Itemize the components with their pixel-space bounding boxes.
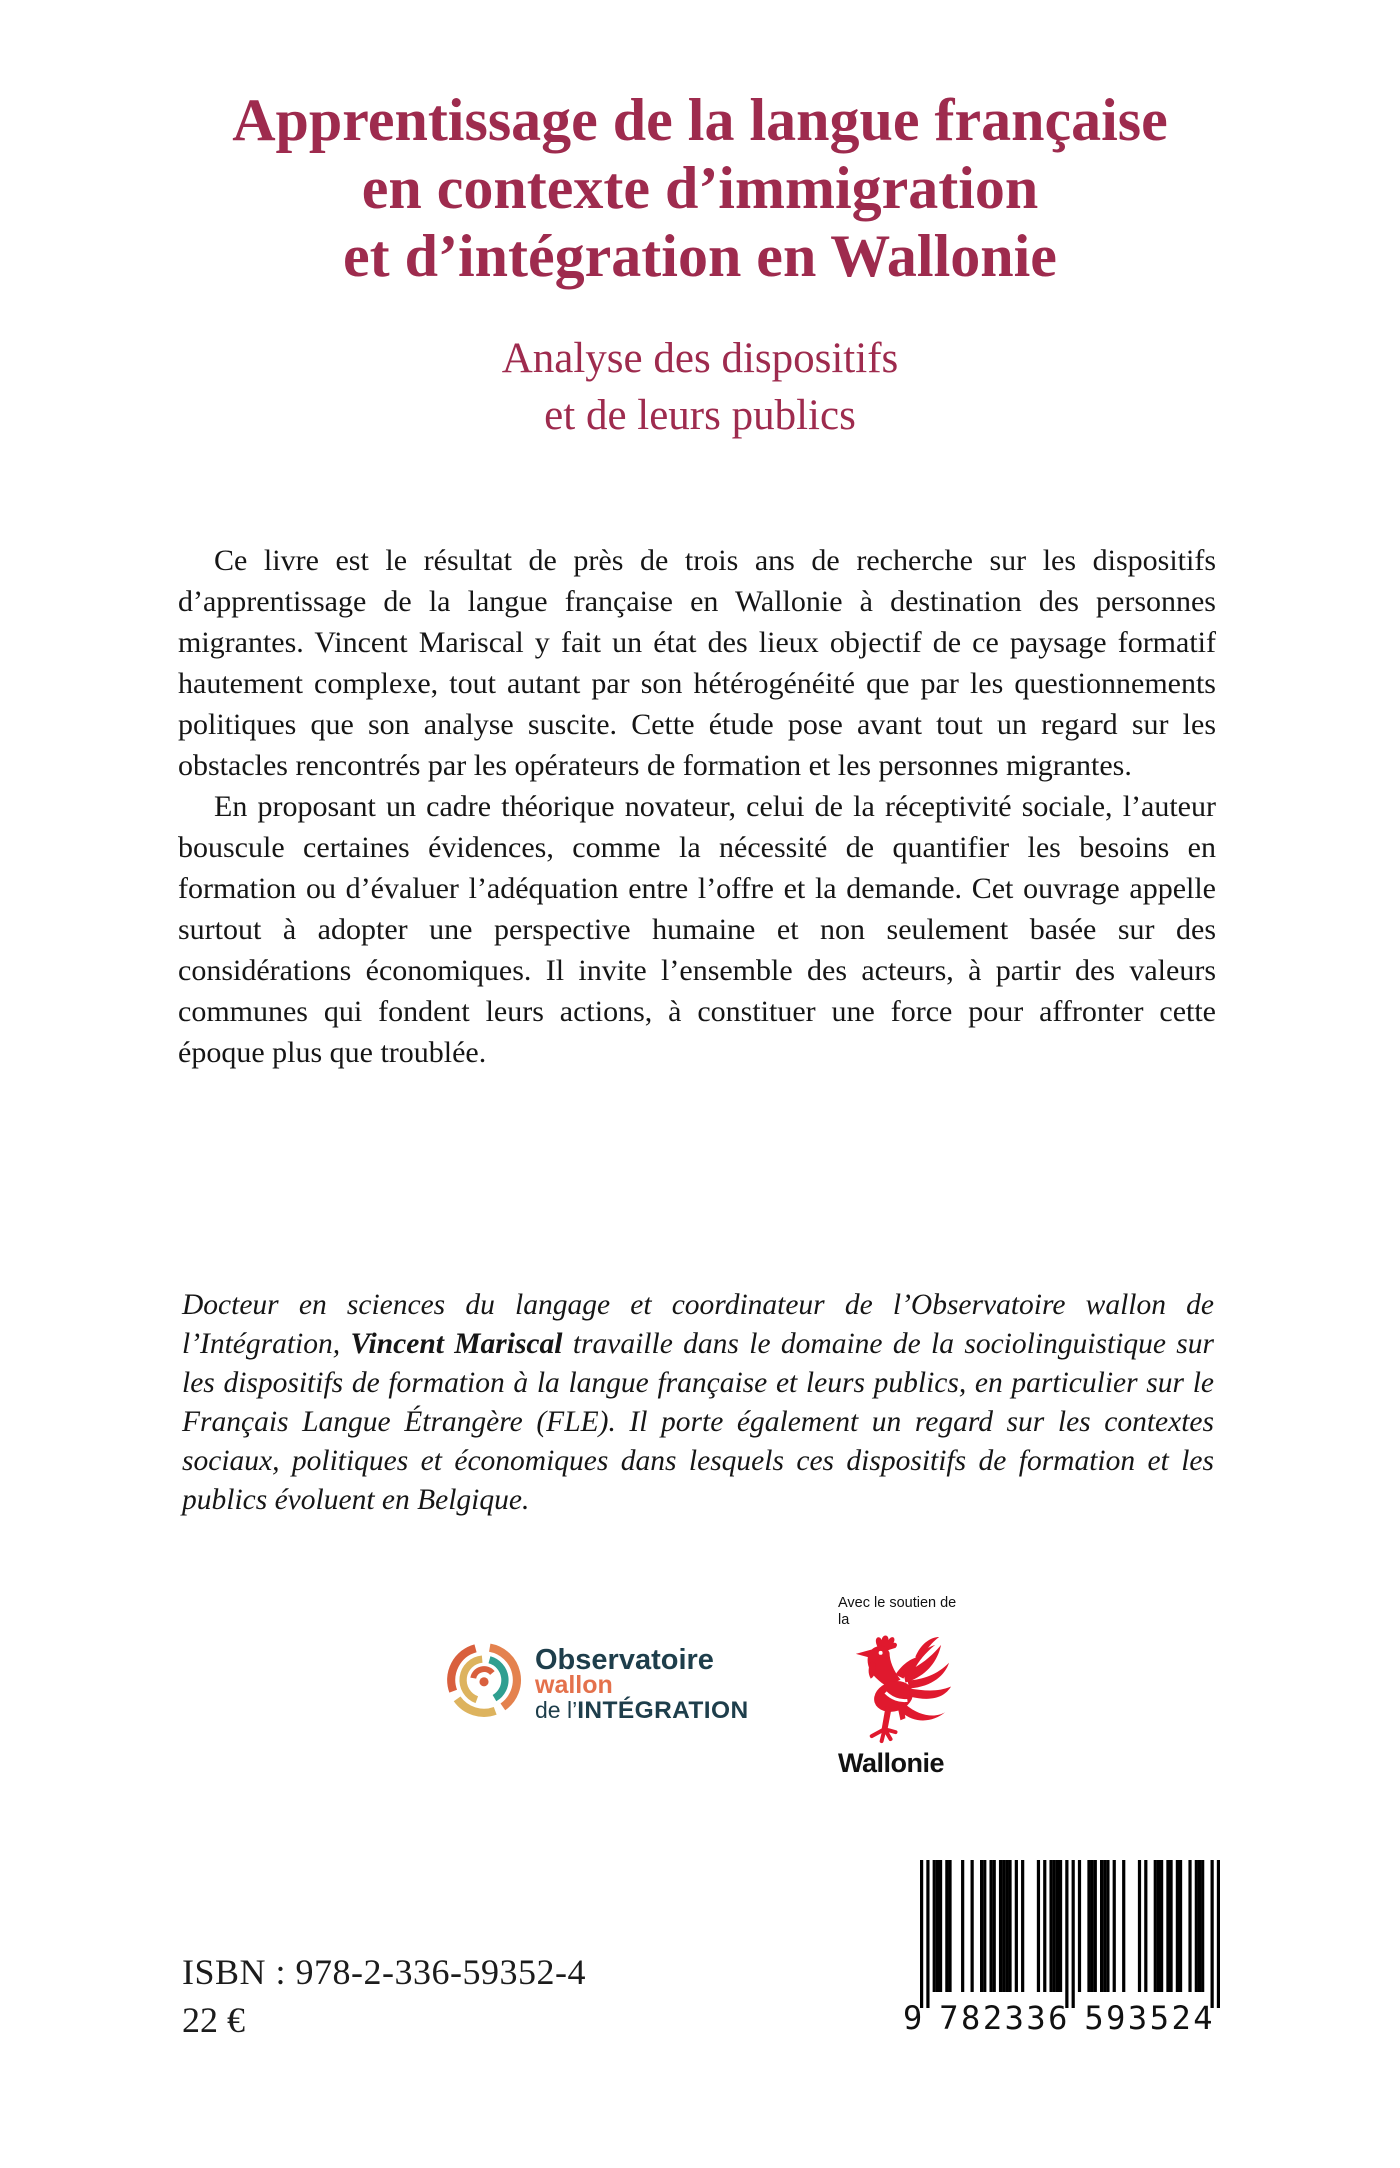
walloon-rooster-icon — [838, 1633, 978, 1748]
barcode-digits — [903, 1999, 1215, 2037]
price-text: 22 € — [182, 2000, 245, 2040]
book-title-line-3: et d’intégration en Wallonie — [343, 223, 1057, 289]
author-bio — [182, 1286, 1214, 1520]
book-subtitle-line-2: et de leurs publics — [544, 392, 856, 439]
integration-prefix: de l’ — [535, 1697, 578, 1723]
author-bio-paragraph — [182, 1286, 1214, 1520]
integration-word — [535, 1697, 749, 1724]
synopsis-paragraph-1: Ce livre est le résultat de près de trois ans de recherche sur les dispositifs d’apprentissage de la langue française en Wallonie à destination des personnes migrantes. Vincent Mariscal y fait un état des lieux objectif de ce paysage formatif hautement complexe, tout autant par son hétérogénéité que par les questionnements politiques que son analyse suscite. Cette étude pose avant tout un regard sur les obstacles rencontrés par les opérateurs de formation et les personnes migrantes. — [178, 544, 1216, 782]
book-title-line-2: en contexte d’immigration — [361, 155, 1039, 221]
book-title-line-1: Apprentissage de la langue française — [232, 87, 1168, 153]
barcode-digit-group: 9 — [903, 1999, 925, 2037]
barcode-bars — [920, 1860, 1220, 2008]
wallonie-logo — [838, 1595, 978, 1779]
wallonie-support-text — [838, 1595, 978, 1629]
author-name: Vincent Mariscal — [350, 1328, 563, 1360]
wallon-word: wallon — [535, 1671, 613, 1699]
barcode — [903, 1860, 1223, 2037]
barcode-digit-group: 782336 — [939, 1999, 1070, 2037]
wallonie-support-line-2: la — [838, 1612, 850, 1628]
observatoire-logo — [443, 1639, 749, 1724]
observatoire-logo-text — [535, 1639, 749, 1724]
isbn-text: ISBN : 978-2-336-59352-4 — [182, 1952, 586, 1992]
integration-main: INTÉGRATION — [577, 1697, 749, 1724]
book-subtitle — [0, 330, 1400, 444]
wallonie-support-line-1: Avec le soutien de — [838, 1595, 957, 1611]
barcode-digit-group: 593524 — [1084, 1999, 1215, 2037]
observatoire-word: Observatoire — [535, 1644, 714, 1676]
observatoire-rings-icon — [443, 1639, 525, 1721]
author-bio-pre: Docteur en sciences du langage et coordinateur de l’Observatoire wallon de l’Intégration, — [182, 1289, 1214, 1360]
synopsis — [178, 540, 1216, 1073]
wallonie-name: Wallonie — [838, 1748, 945, 1778]
author-bio-post: travaille dans le domaine de la sociolinguistique sur les dispositifs de formation à la langue française et leurs publics, en particulier sur le Français Langue Étrangère (FLE). Il porte également un regard sur les contextes sociaux, politiques et économiques dans lesquels ces dispositifs de formation et les publics évoluent en Belgique. — [182, 1328, 1214, 1516]
synopsis-paragraph-2: En proposant un cadre théorique novateur, celui de la réceptivité sociale, l’auteur bouscule certaines évidences, comme la nécessité de quantifier les besoins en formation ou d’évaluer l’adéquation entre l’offre et la demande. Cet ouvrage appelle surtout à adopter une perspective humaine et non seulement basée sur des considérations économiques. Il invite l’ensemble des acteurs, à partir des valeurs communes qui fondent leurs actions, à constituer une force pour affronter cette époque plus que troublée. — [178, 790, 1216, 1069]
book-title — [0, 86, 1400, 290]
book-subtitle-line-1: Analyse des dispositifs — [501, 335, 899, 382]
